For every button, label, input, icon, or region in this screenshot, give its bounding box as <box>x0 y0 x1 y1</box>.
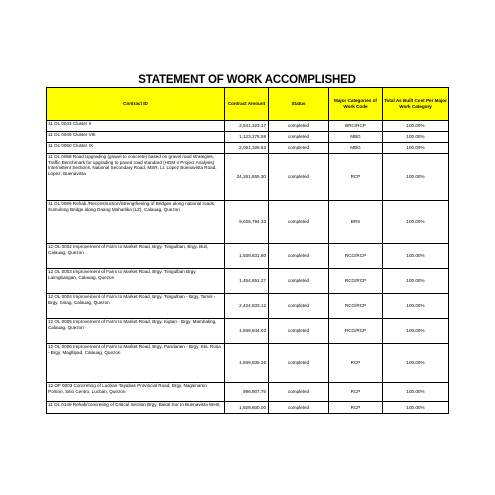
header-contract-id: Contract ID <box>47 88 225 121</box>
table-row <box>47 402 449 414</box>
table-row <box>47 121 449 132</box>
header-total-cost: Total As Built Cost Per Major Work Category <box>383 88 449 121</box>
cell-work-code: RCP <box>329 344 383 383</box>
cell-status: completed <box>269 154 329 201</box>
cell-contract-id: 11 OL 0099 Rehab./Reconstruction/Strengthening of Bridges along national roads, Sumulong Bridge along Daang Maharlika (LZ), Calauag, Quezon <box>47 201 225 244</box>
cell-contract-id: 12 OL 0006 Improvement of Farm to Market Road, Brgy. Pandanan - Brgy. Sta. Rosa - Brgy. Magllipad, Calauag, Quezon <box>47 344 225 383</box>
cell-total-cost: 100.00% <box>383 244 449 269</box>
cell-contract-amount: 1,928,600.00 <box>225 402 269 414</box>
table-row <box>47 383 449 402</box>
cell-contract-id: 11 OL 0088 Road Upgrading (gravel to concrete) based on gravel road strategies, Traffic Benchmark for upgrading to paved road standard (HDM 4 Project Analysis) Intermittent Sections, National Secondary Road, MSR, Lt. Lopez Buenavista Road, Lopez, Buenavista <box>47 154 225 201</box>
header-work-code: Major Categories of Work Code <box>329 88 383 121</box>
cell-total-cost: 100.00% <box>383 383 449 402</box>
cell-contract-id: 12 OL 0003 Improvement of Farm to Market Road, Brgy. Tinigulban Brgy. Laimgbangan, Calauag, Quezon <box>47 269 225 294</box>
cell-status: completed <box>269 344 329 383</box>
cell-contract-amount: 2,541,323.17 <box>225 121 269 132</box>
table-body <box>47 121 449 414</box>
cell-status: completed <box>269 244 329 269</box>
cell-total-cost: 100.00% <box>383 294 449 319</box>
cell-work-code: RCG/RCP <box>329 294 383 319</box>
table-row <box>47 201 449 244</box>
cell-total-cost: 100.00% <box>383 154 449 201</box>
cell-contract-id: 12 OL 0004 Improvement of Farm to Market Road, Brgy. Tinigulban - Brgy. Tamis - Brgy. Sinag, Calauag, Quezon <box>47 294 225 319</box>
cell-status: completed <box>269 319 329 344</box>
table-row <box>47 244 449 269</box>
cell-contract-amount: 24,261,655.30 <box>225 154 269 201</box>
cell-contract-amount: 996,907.75 <box>225 383 269 402</box>
cell-work-code: BRC/RCP <box>329 121 383 132</box>
cell-total-cost: 100.00% <box>383 269 449 294</box>
cell-status: completed <box>269 402 329 414</box>
document-title: STATEMENT OF WORK ACCOMPLISHED <box>138 74 356 86</box>
cell-status: completed <box>269 121 329 132</box>
cell-work-code: RCG/RCP <box>329 244 383 269</box>
cell-work-code: RCG/RCP <box>329 319 383 344</box>
cell-contract-id: 12 OL 0005 Improvement of Farm to Market Road, Brgy. Kigtan - Brgy. Mambaling, Calauag, Quezon <box>47 319 225 344</box>
table-row <box>47 143 449 154</box>
cell-total-cost: 100.00% <box>383 143 449 154</box>
cell-work-code: RCP <box>329 402 383 414</box>
table-row <box>47 132 449 143</box>
cell-contract-id: 11 OL 0043 Cluster II <box>47 121 225 132</box>
cell-work-code: RCG/RCP <box>329 269 383 294</box>
cell-status: completed <box>269 294 329 319</box>
cell-status: completed <box>269 383 329 402</box>
cell-total-cost: 100.00% <box>383 121 449 132</box>
cell-contract-amount: 1,939,835.26 <box>225 344 269 383</box>
cell-work-code: RCP <box>329 154 383 201</box>
cell-contract-amount: 2,424,833.12 <box>225 294 269 319</box>
cell-contract-id: 11 OL 0149 Rehab/concreting of Critical Section Brgy. Bukal Sur to Buenavista West, <box>47 402 225 414</box>
header-contract-amount: Contract Amount <box>225 88 269 121</box>
cell-work-code: MBG <box>329 132 383 143</box>
table-row <box>47 319 449 344</box>
cell-work-code: RCP <box>329 383 383 402</box>
cell-contract-id: 12 OL 0002 Improvement of Farm to Market Road, Brgy. Tinigulban, Brgy. Buli, Calauag, Quezon <box>47 244 225 269</box>
cell-contract-amount: 1,123,278.59 <box>225 132 269 143</box>
table-header-row <box>47 88 449 121</box>
header-status: Status <box>269 88 329 121</box>
cell-total-cost: 100.00% <box>383 344 449 383</box>
cell-contract-id: 12 OF 0003 Concreting of Lucban-Tayabas Provincial Road, Brgy. Nagsinamo Portion, Sitio Centro, Lucban, Quezon <box>47 383 225 402</box>
table-row <box>47 344 449 383</box>
cell-total-cost: 100.00% <box>383 132 449 143</box>
cell-contract-id: 11 OL 0049 Cluster VIII <box>47 132 225 143</box>
cell-status: completed <box>269 132 329 143</box>
cell-status: completed <box>269 143 329 154</box>
cell-work-code: BRS <box>329 201 383 244</box>
cell-contract-amount: 1,454,851.27 <box>225 269 269 294</box>
work-accomplished-table <box>46 87 449 414</box>
cell-work-code: MBG <box>329 143 383 154</box>
cell-status: completed <box>269 269 329 294</box>
table-row <box>47 154 449 201</box>
cell-contract-amount: 1,939,844.03 <box>225 319 269 344</box>
cell-status: completed <box>269 201 329 244</box>
cell-contract-amount: 1,939,831.80 <box>225 244 269 269</box>
cell-total-cost: 100.00% <box>383 201 449 244</box>
cell-contract-amount: 2,051,326.63 <box>225 143 269 154</box>
cell-total-cost: 100.00% <box>383 319 449 344</box>
cell-contract-amount: 9,026,794.33 <box>225 201 269 244</box>
cell-total-cost: 100.00% <box>383 402 449 414</box>
table-row <box>47 294 449 319</box>
table-row <box>47 269 449 294</box>
cell-contract-id: 11 OL 0050 Cluster IX <box>47 143 225 154</box>
